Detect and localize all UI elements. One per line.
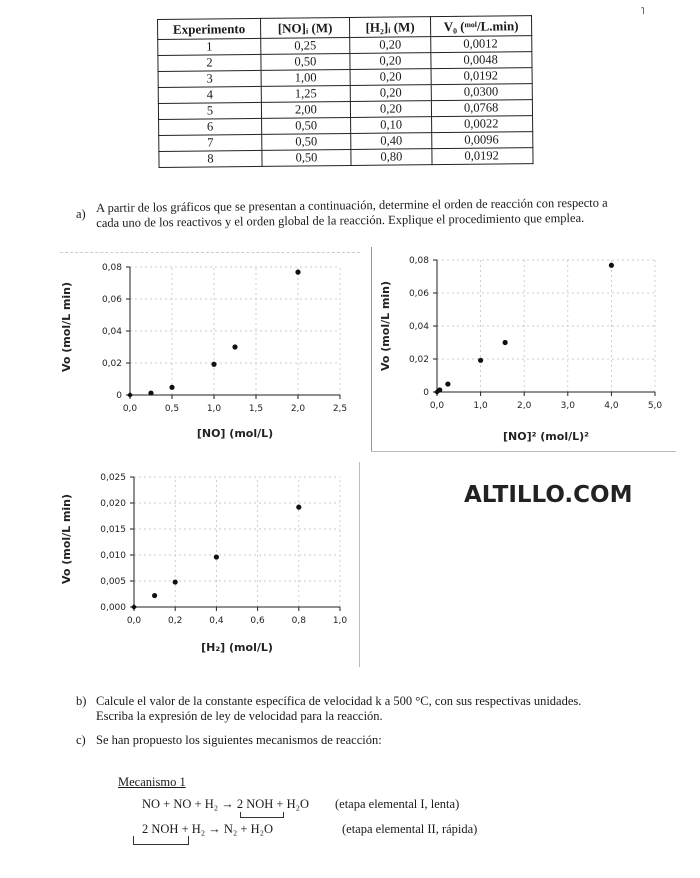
cell-v0: 0,0096	[432, 132, 533, 149]
corner-mark: ˥	[640, 6, 645, 17]
x-tick-label: 5,0	[647, 401, 663, 411]
x-tick-label: 3,0	[560, 401, 575, 411]
x-tick-label: 1,0	[206, 404, 222, 414]
data-point	[445, 381, 450, 386]
y-axis-title: Vo (mol/L min)	[60, 493, 73, 585]
cell-no: 1,25	[261, 85, 350, 102]
y-tick-label: 0,010	[100, 551, 126, 561]
x-axis-title: [NO] (mol/L)	[196, 427, 274, 440]
y-tick-label: 0,04	[408, 322, 429, 332]
panel-divider-bottom	[371, 451, 676, 452]
x-tick-label: 0,5	[164, 404, 180, 414]
data-point	[148, 390, 153, 395]
y-tick-label: 0,025	[100, 473, 126, 483]
table-body	[158, 36, 533, 168]
mechanism-step1: NO + NO + H₂ → 2 NOH + H₂O	[142, 797, 310, 811]
question-b-line1: Calcule el valor de la constante específica de velocidad k a 500 °C, con sus respectivas unidades.	[96, 694, 582, 708]
y-tick-label: 0,08	[408, 256, 429, 266]
cell-v0: 0,0768	[431, 100, 532, 117]
cell-experimento: 4	[158, 86, 261, 103]
chart-no2-vs-rate	[375, 250, 680, 445]
y-tick-label: 0,06	[101, 295, 122, 305]
question-a-line1: A partir de los gráficos que se presentan a continuación, determine el orden de reacción con respecto a	[96, 195, 608, 215]
x-tick-label: 0,2	[168, 616, 183, 626]
data-point	[131, 604, 137, 610]
cell-experimento: 6	[159, 118, 262, 135]
cell-no: 0,50	[262, 149, 351, 166]
handwritten-bracket-1	[240, 812, 284, 818]
cell-no: 0,50	[262, 133, 351, 150]
cell-h2: 0,40	[351, 133, 432, 150]
y-tick-label: 0,020	[100, 499, 126, 509]
x-tick-label: 0,8	[291, 616, 306, 626]
question-a-marker: a)	[76, 207, 86, 221]
cell-v0: 0,0022	[432, 116, 533, 133]
cell-v0: 0,0048	[431, 52, 532, 69]
y-tick-label: 0,005	[100, 577, 126, 587]
cell-h2: 0,20	[350, 101, 431, 118]
x-tick-label: 0,6	[250, 616, 265, 626]
cell-h2: 0,20	[350, 85, 431, 102]
x-tick-label: 0,4	[209, 616, 224, 626]
data-point	[152, 593, 157, 598]
cell-no: 0,50	[261, 53, 350, 70]
y-tick-label: 0,06	[408, 289, 429, 299]
cell-no: 0,50	[262, 117, 351, 134]
x-tick-label: 0,0	[122, 404, 138, 414]
data-point	[169, 385, 174, 390]
x-tick-label: 2,0	[517, 401, 532, 411]
chart-h2-vs-rate	[60, 465, 360, 665]
header-v0: V₀ (ᵐᵒˡ/L.min)	[430, 16, 531, 37]
cell-no: 1,00	[261, 69, 350, 86]
question-b-text	[96, 694, 656, 724]
y-tick-label: 0,000	[100, 603, 126, 613]
cell-v0: 0,0192	[431, 68, 532, 85]
cell-h2: 0,80	[351, 149, 432, 166]
x-tick-label: 1,5	[248, 404, 264, 414]
y-tick-label: 0	[423, 388, 429, 398]
data-point	[437, 387, 442, 392]
x-tick-label: 2,5	[332, 404, 348, 414]
cell-experimento: 7	[159, 134, 262, 151]
question-c-marker: c)	[76, 733, 86, 747]
data-point	[609, 263, 614, 268]
data-point	[232, 344, 237, 349]
cell-h2: 0,20	[350, 37, 431, 54]
y-tick-label: 0,015	[100, 525, 126, 535]
x-tick-label: 2,0	[290, 404, 306, 414]
question-a-text	[96, 195, 656, 231]
y-tick-label: 0,02	[101, 359, 122, 369]
cell-v0: 0,0300	[431, 84, 532, 101]
y-tick-label: 0,08	[101, 263, 122, 273]
question-a-line2: cada uno de los reactivos y el orden global de la reacción. Explique el procedimiento que emplea.	[96, 210, 585, 230]
cell-v0: 0,0192	[432, 148, 533, 165]
cell-no: 0,25	[261, 37, 350, 54]
question-b-line2: Escriba la expresión de ley de velocidad para la reacción.	[96, 709, 383, 723]
y-tick-label: 0	[116, 391, 122, 401]
handwritten-bracket-2	[133, 836, 189, 845]
mechanism-title: Mecanismo 1	[118, 775, 186, 789]
mechanism-step1-note: (etapa elemental I, lenta)	[335, 797, 460, 811]
x-tick-label: 4,0	[604, 401, 619, 411]
experiments-table	[157, 15, 534, 168]
cell-h2: 0,20	[350, 69, 431, 86]
y-tick-label: 0,04	[101, 327, 122, 337]
x-tick-label: 0,0	[126, 616, 142, 626]
y-axis-title: Vo (mol/L min)	[379, 280, 392, 372]
cell-experimento: 1	[158, 38, 261, 55]
x-tick-label: 1,0	[473, 401, 488, 411]
question-c-text: Se han propuesto los siguientes mecanismos de reacción:	[96, 733, 382, 747]
x-tick-label: 1,0	[332, 616, 348, 626]
cell-experimento: 3	[158, 70, 261, 87]
data-point	[478, 358, 483, 363]
data-point	[296, 505, 301, 510]
cell-v0: 0,0012	[431, 36, 532, 53]
watermark-logo: ALTILLO.COM	[464, 482, 633, 508]
y-axis-title: Vo (mol/L min)	[60, 281, 73, 373]
data-point	[211, 362, 216, 367]
header-h2: [H₂]ᵢ (M)	[349, 17, 430, 38]
data-point	[295, 270, 300, 275]
x-axis-title: [NO]² (mol/L)²	[503, 430, 589, 443]
data-point	[173, 579, 178, 584]
cell-experimento: 5	[158, 102, 261, 119]
cell-no: 2,00	[261, 101, 350, 118]
mechanism-step2-note: (etapa elemental II, rápida)	[342, 822, 478, 836]
cell-h2: 0,10	[351, 117, 432, 134]
header-experimento: Experimento	[158, 18, 261, 39]
cell-experimento: 2	[158, 54, 261, 71]
mechanism-step2: 2 NOH + H₂ → N₂ + H₂O	[142, 822, 273, 836]
data-point	[127, 392, 133, 398]
panel-divider	[60, 252, 360, 253]
header-no: [NO]ᵢ (M)	[260, 17, 349, 38]
question-b-marker: b)	[76, 694, 87, 708]
data-point	[214, 554, 219, 559]
cell-h2: 0,20	[350, 53, 431, 70]
table-row	[159, 148, 533, 168]
data-point	[503, 340, 508, 345]
y-tick-label: 0,02	[408, 355, 429, 365]
panel-divider-vertical	[371, 247, 372, 452]
chart-no-vs-rate	[60, 255, 360, 445]
x-tick-label: 0,0	[429, 401, 445, 411]
cell-experimento: 8	[159, 150, 262, 167]
x-axis-title: [H₂] (mol/L)	[201, 641, 273, 654]
